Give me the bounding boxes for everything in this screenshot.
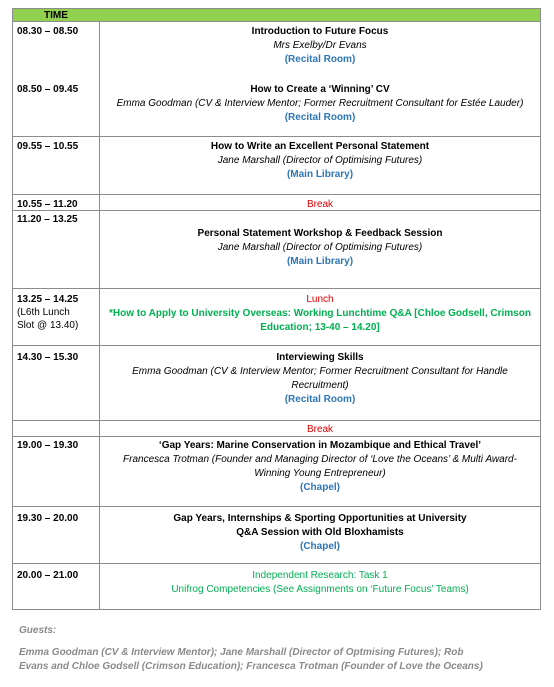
session-personal-statement xyxy=(101,140,539,182)
row-divider xyxy=(13,210,540,211)
lunch-label: Lunch xyxy=(306,294,334,305)
session-interviewing xyxy=(101,351,539,407)
schedule-table xyxy=(12,8,541,610)
session-location: (Main Library) xyxy=(286,169,354,180)
session-presenter: Emma Goodman (CV & Interview Mentor; Former Recruitment Consultant for Handle xyxy=(132,366,508,377)
row-divider xyxy=(13,288,540,289)
guests-label: Guests: xyxy=(19,625,57,636)
row-time: 20.00 – 21.00 xyxy=(17,570,79,581)
row-time-value: 13.25 – 14.25 xyxy=(17,294,79,305)
session-location: (Main Library) xyxy=(286,256,354,267)
session-title: Q&A Session with Old Bloxhamists xyxy=(236,527,404,538)
session-presenter: Emma Goodman (CV & Interview Mentor; Former Recruitment Consultant for Estée Lauder) xyxy=(116,98,524,109)
time-column-header: TIME xyxy=(44,10,68,21)
row-time: 19.30 – 20.00 xyxy=(17,513,79,524)
session-cv xyxy=(101,83,539,125)
row-divider xyxy=(13,563,540,564)
session-presenter: Francesca Trotman (Founder and Managing Director of ‘Love the Oceans’ & Multi Award- xyxy=(123,454,517,465)
row-divider xyxy=(13,194,540,195)
session-title: Gap Years, Internships & Sporting Opportunities at University xyxy=(173,513,467,524)
row-time: 11.20 – 13.25 xyxy=(17,214,78,225)
row-divider xyxy=(13,136,540,137)
row-divider xyxy=(13,506,540,507)
lunch-note: Education; 13-40 – 14.20] xyxy=(260,322,380,333)
session-presenter: Recruitment) xyxy=(291,380,349,391)
row-time: 19.00 – 19.30 xyxy=(17,440,79,451)
session-workshop xyxy=(101,227,539,269)
row-time-note: (L6th Lunch xyxy=(17,307,70,318)
guests-line: Emma Goodman (CV & Interview Mentor); Jane Marshall (Director of Optmising Futures); Rob xyxy=(19,647,464,658)
row-divider xyxy=(13,420,540,421)
session-title: ‘Gap Years: Marine Conservation in Mozambique and Ethical Travel’ xyxy=(158,440,482,451)
row-time: 10.55 – 11.20 xyxy=(17,199,78,210)
table-header xyxy=(13,9,540,22)
research-line: Unifrog Competencies (See Assignments on ‘Future Focus’ Teams) xyxy=(171,584,469,595)
session-gap-years xyxy=(101,439,539,495)
session-presenter: Jane Marshall (Director of Optimising Futures) xyxy=(217,242,423,253)
session-intro xyxy=(101,25,539,67)
guests-line: Evans and Chloe Godsell (Crimson Education); Francesca Trotman (Founder of Love the Oceans) xyxy=(19,661,483,672)
row-time: 08.50 – 09.45 xyxy=(17,84,79,95)
column-divider xyxy=(99,21,100,609)
session-qa xyxy=(101,512,539,554)
session-title: Personal Statement Workshop & Feedback Session xyxy=(197,228,443,239)
research-line: Independent Research: Task 1 xyxy=(252,570,388,581)
session-title: Introduction to Future Focus xyxy=(251,26,389,37)
session-presenter: Winning Young Entrepreneur) xyxy=(254,468,386,479)
session-location: (Chapel) xyxy=(300,482,340,493)
row-divider xyxy=(13,436,540,437)
row-time xyxy=(17,293,97,332)
session-location: (Recital Room) xyxy=(284,394,356,405)
session-presenter: Jane Marshall (Director of Optimising Futures) xyxy=(217,155,423,166)
session-lunch xyxy=(101,293,539,335)
session-presenter: Mrs Exelby/Dr Evans xyxy=(273,40,367,51)
session-location: (Chapel) xyxy=(300,541,340,552)
break-label: Break xyxy=(306,424,334,435)
break-label: Break xyxy=(306,199,334,210)
row-divider xyxy=(13,345,540,346)
session-independent-research xyxy=(101,569,539,597)
row-time-note: Slot @ 13.40) xyxy=(17,320,79,331)
row-time: 09.55 – 10.55 xyxy=(17,141,79,152)
lunch-note: *How to Apply to University Overseas: Working Lunchtime Q&A [Chloe Godsell, Crimson xyxy=(109,308,531,319)
row-time: 08.30 – 08.50 xyxy=(17,26,79,37)
session-location: (Recital Room) xyxy=(284,54,356,65)
session-title: Interviewing Skills xyxy=(276,352,364,363)
row-time: 14.30 – 15.30 xyxy=(17,352,79,363)
session-location: (Recital Room) xyxy=(284,112,356,123)
session-title: How to Create a ‘Winning’ CV xyxy=(250,84,390,95)
session-title: How to Write an Excellent Personal Statement xyxy=(210,141,430,152)
